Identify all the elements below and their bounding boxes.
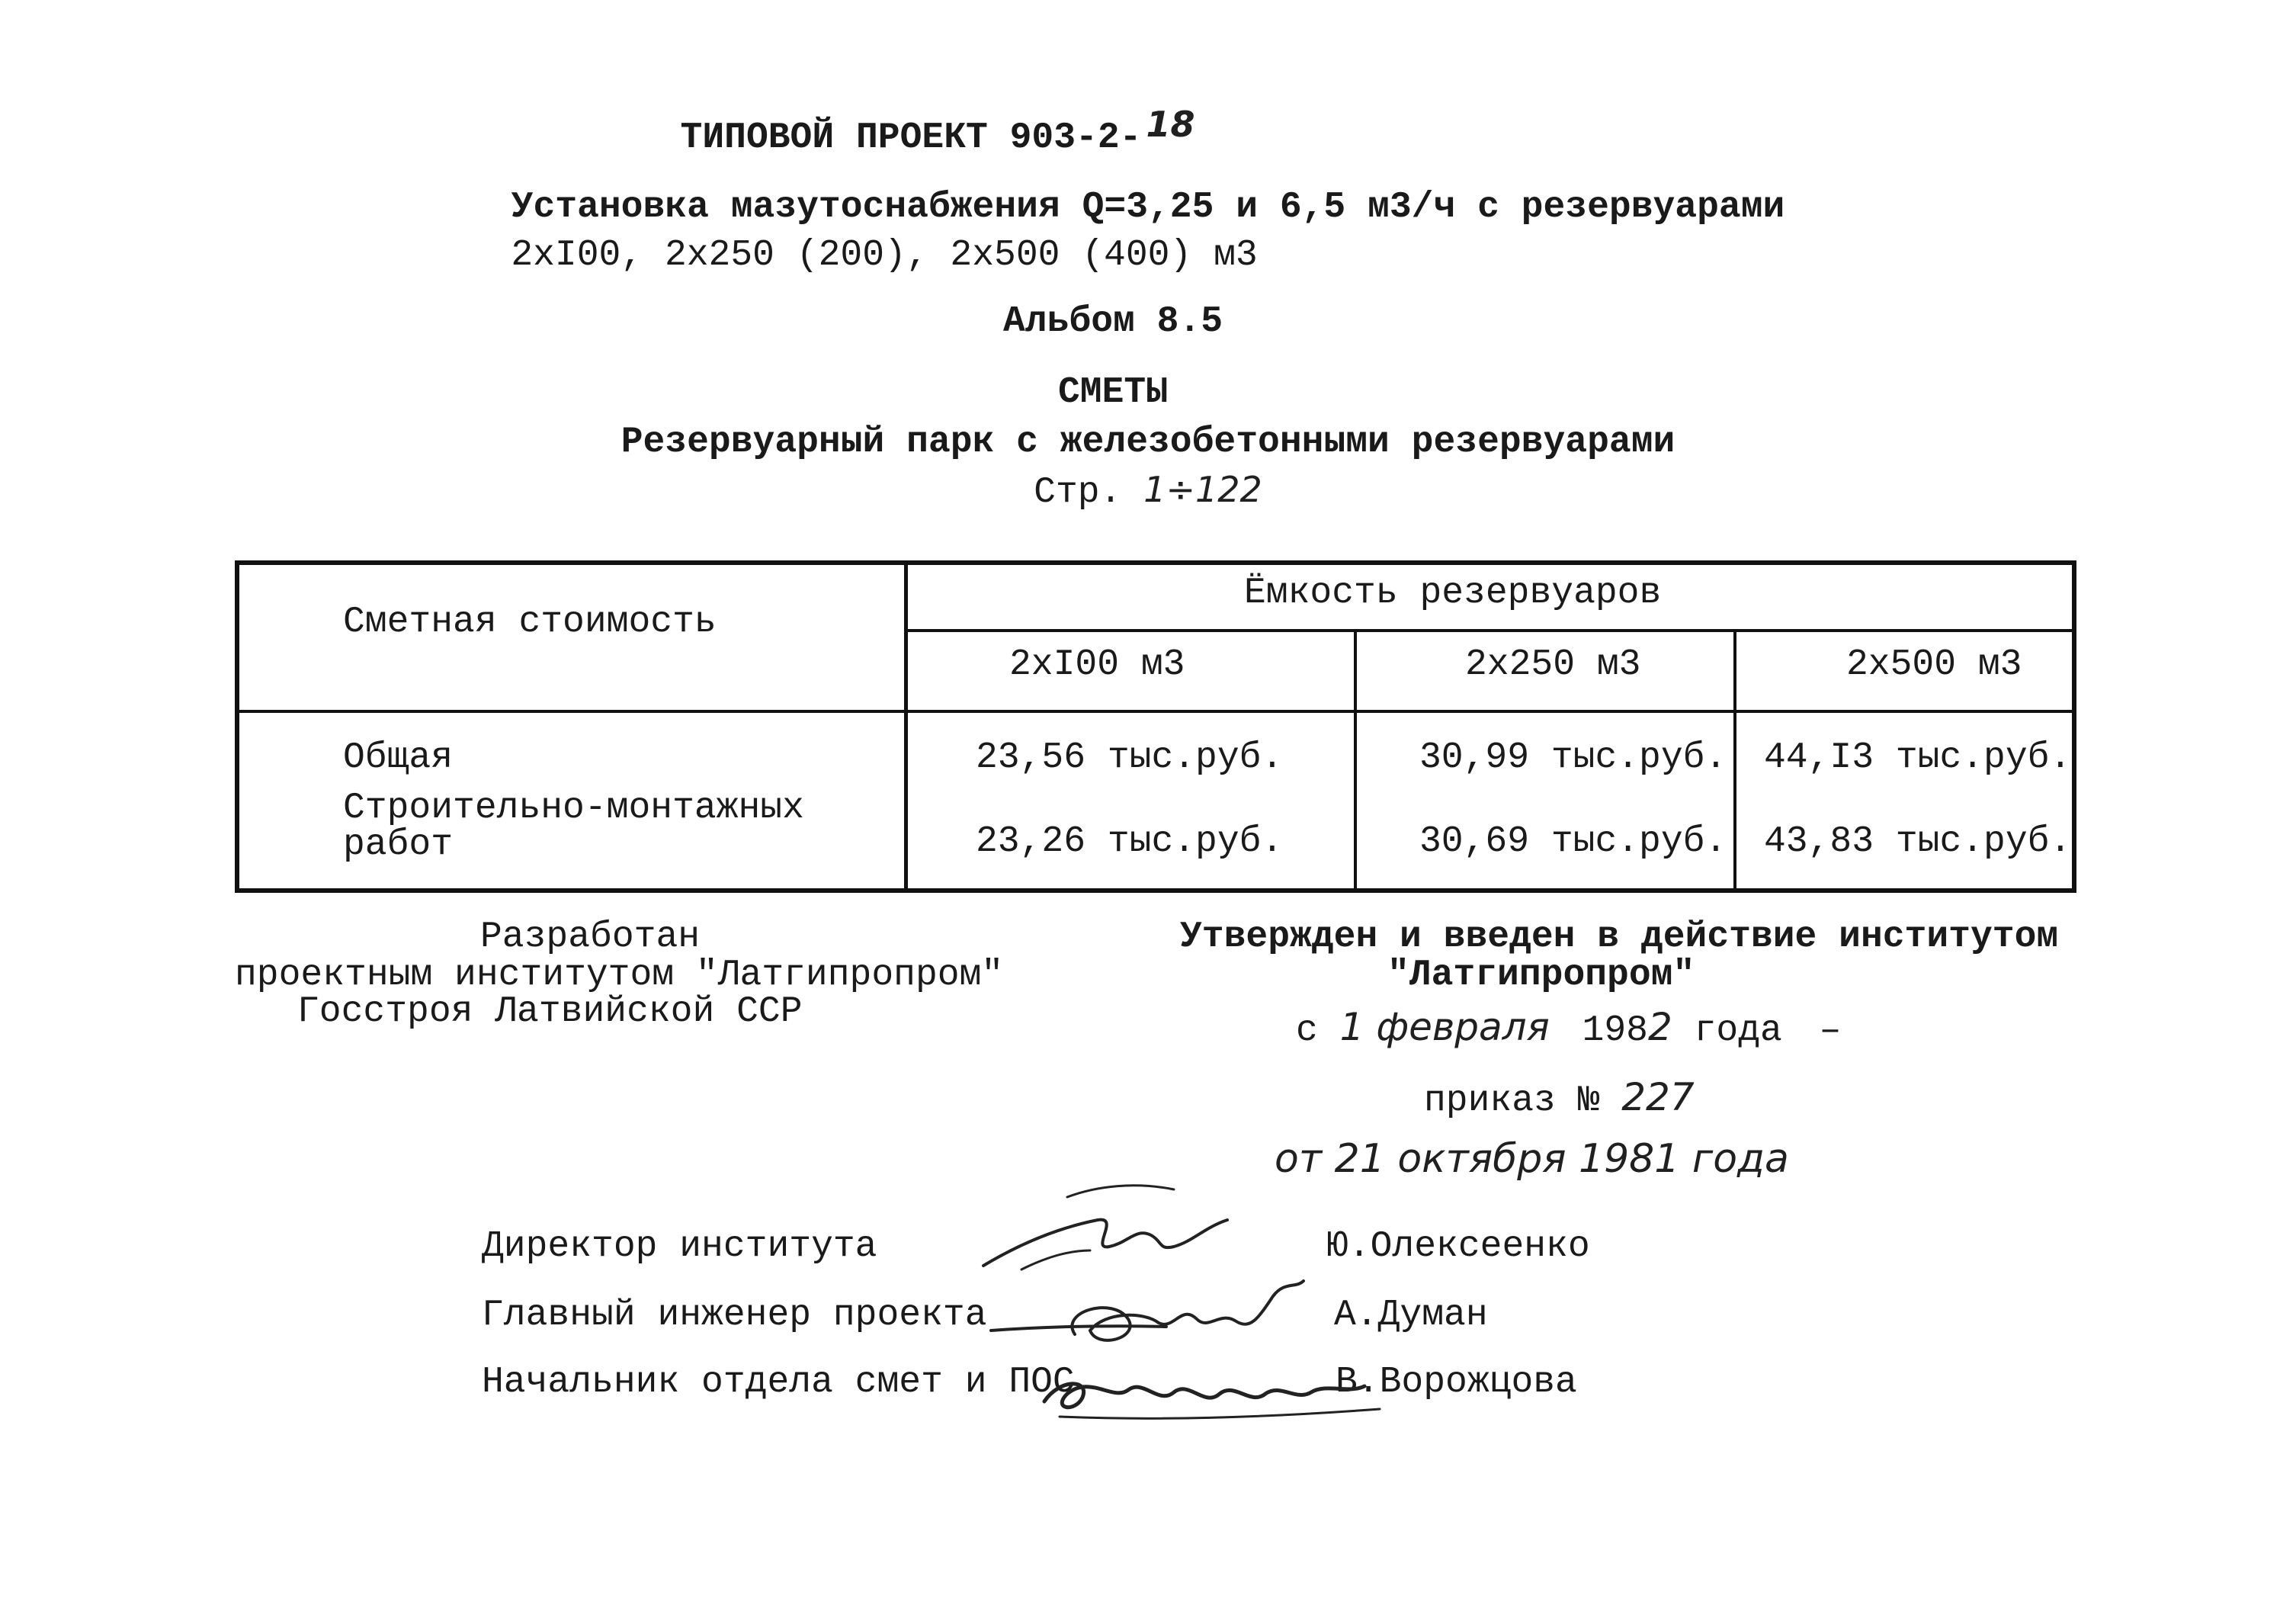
row-label-total: Общая <box>343 737 454 778</box>
signature-name-director: Ю.Олексеенко <box>1326 1226 1590 1267</box>
cost-table <box>235 560 2076 893</box>
section-heading: СМЕТЫ <box>1057 372 1169 413</box>
developed-by-authority: Госстроя Латвийской ССР <box>297 991 803 1032</box>
page-range-value: 1÷122 <box>1143 469 1262 510</box>
row-label-construction: Строительно-монтажных <box>343 788 804 829</box>
table-divider-col2 <box>1354 632 1357 888</box>
capacity-header: Ёмкость резервуаров <box>1244 573 1662 614</box>
effective-date-handwritten: 1 февраля <box>1339 1005 1550 1049</box>
table-cell: 30,69 тыс.руб. <box>1419 821 1727 862</box>
signature-head-of-estimates-scribble <box>1029 1348 1395 1432</box>
project-title-text: ТИПОВОЙ ПРОЕКТ 903-2- <box>680 117 1142 159</box>
signature-role-director: Директор института <box>482 1226 877 1267</box>
effective-year-handwritten: 2 <box>1647 1005 1672 1049</box>
column-header-2x250: 2х250 м3 <box>1465 644 1641 685</box>
order-number <box>1424 1075 1695 1122</box>
signature-role-head-of-estimates: Начальник отдела смет и ПОС <box>482 1362 1075 1403</box>
table-divider-col3 <box>1733 632 1736 888</box>
row-header-label: Сметная стоимость <box>343 602 717 643</box>
table-cell: 44,I3 тыс.руб. <box>1764 737 2072 778</box>
table-cell: 23,56 тыс.руб. <box>976 737 1284 778</box>
signature-name-head-of-estimates: В.Ворожцова <box>1336 1362 1577 1403</box>
row-label-construction-cont: работ <box>343 824 454 865</box>
table-divider-capacity <box>904 629 2076 632</box>
effective-year-prefix: 198 <box>1582 1010 1648 1051</box>
effective-date: с 1 февраля 1982 года – <box>1296 1005 1842 1051</box>
order-label: приказ № <box>1424 1080 1600 1122</box>
developed-by-institute: проектным институтом "Латгипропром" <box>235 955 1004 996</box>
signature-name-chief-engineer: А.Думан <box>1334 1295 1488 1336</box>
table-cell: 23,26 тыс.руб. <box>976 821 1284 862</box>
order-number-handwritten: 227 <box>1621 1075 1695 1119</box>
project-description-line2: 2хI00, 2х250 (200), 2х500 (400) м3 <box>511 235 1258 276</box>
page-range <box>0 469 2296 513</box>
section-subtitle: Резервуарный парк с железобетонными резервуарами <box>620 422 1676 463</box>
developed-by-label: Разработан <box>480 916 701 958</box>
table-divider-main <box>904 565 908 888</box>
table-cell: 30,99 тыс.руб. <box>1419 737 1727 778</box>
album-number: Альбом 8.5 <box>1002 301 1223 342</box>
order-date-handwritten: от 21 октября 1981 года <box>1275 1136 1789 1182</box>
table-divider-header <box>239 710 2076 713</box>
page-range-label: Стр. <box>1034 472 1122 513</box>
column-header-2x100: 2хI00 м3 <box>1009 644 1185 685</box>
signature-director-scribble <box>976 1174 1250 1281</box>
approved-institute: "Латгипропром" <box>1387 955 1695 996</box>
signature-role-chief-engineer: Главный инженер проекта <box>482 1295 987 1336</box>
effective-year-suffix: года <box>1694 1010 1782 1051</box>
column-header-2x500: 2х500 м3 <box>1846 644 2022 685</box>
project-number-handwritten: 18 <box>1146 104 1195 145</box>
approved-statement: Утвержден и введен в действие институтом <box>1180 916 2059 958</box>
table-cell: 43,83 тыс.руб. <box>1764 821 2072 862</box>
effective-date-prefix: с <box>1296 1010 1318 1051</box>
project-description-line1: Установка мазутоснабжения Q=3,25 и 6,5 м3/ч с резервуарами <box>511 187 1785 228</box>
project-title <box>0 104 1875 159</box>
